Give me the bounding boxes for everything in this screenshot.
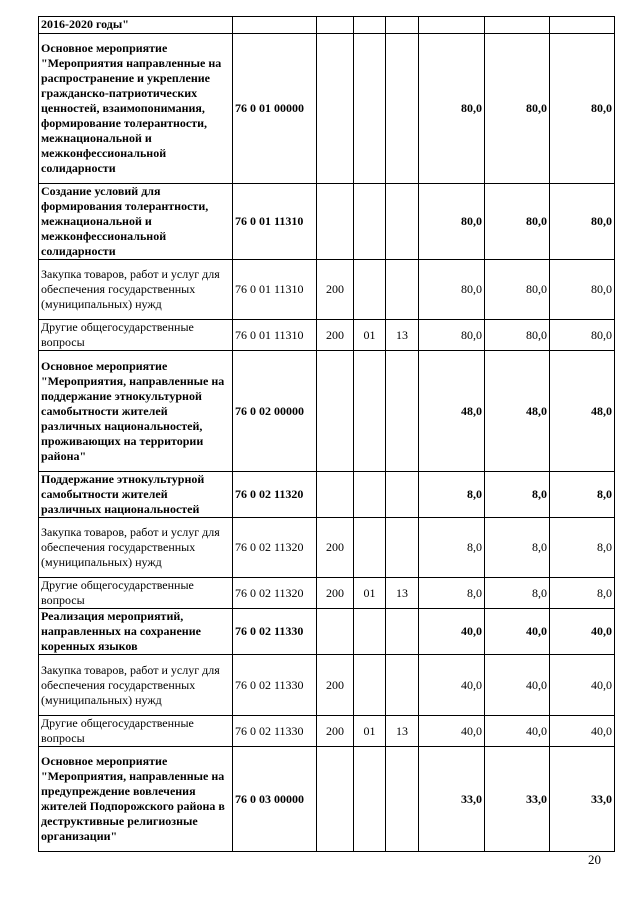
row-name-cell: 2016-2020 годы" xyxy=(39,17,233,34)
row-name-cell: Основное мероприятие "Мероприятия направленные на распространение и укрепление гражданско-патриотических ценностей, взаимопонимания, формирование толерантности, межнациональной и межконфессиональной солидарности xyxy=(39,34,233,184)
row-name-cell: Закупка товаров, работ и услуг для обеспечения государственных (муниципальных) нужд xyxy=(39,518,233,578)
row-name-cell: Создание условий для формирования толерантности, межнациональной и межконфессиональной солидарности xyxy=(39,184,233,260)
row-vr-cell: 200 xyxy=(317,320,354,351)
row-value-3-cell: 40,0 xyxy=(550,716,615,747)
row-code-cell: 76 0 01 11310 xyxy=(233,320,317,351)
row-value-1-cell: 8,0 xyxy=(419,578,485,609)
row-value-3-cell: 33,0 xyxy=(550,747,615,852)
row-rz-cell xyxy=(354,472,386,518)
row-value-1-cell: 8,0 xyxy=(419,472,485,518)
row-pr-cell xyxy=(386,351,419,472)
table-row xyxy=(39,747,615,852)
row-pr-cell xyxy=(386,655,419,716)
row-rz-cell xyxy=(354,17,386,34)
row-rz-cell xyxy=(354,260,386,320)
row-rz-cell xyxy=(354,609,386,655)
row-name-cell: Реализация мероприятий, направленных на сохранение коренных языков xyxy=(39,609,233,655)
row-vr-cell xyxy=(317,351,354,472)
table-row xyxy=(39,184,615,260)
table-row xyxy=(39,472,615,518)
row-value-2-cell: 40,0 xyxy=(485,655,550,716)
row-name-cell: Другие общегосударственные вопросы xyxy=(39,320,233,351)
table-row xyxy=(39,320,615,351)
row-name-cell: Основное мероприятие "Мероприятия, направленные на предупреждение вовлечения жителей Подпорожского района в деструктивные религиозные организации" xyxy=(39,747,233,852)
row-rz-cell: 01 xyxy=(354,578,386,609)
row-rz-cell xyxy=(354,34,386,184)
row-vr-cell xyxy=(317,472,354,518)
row-pr-cell xyxy=(386,34,419,184)
row-pr-cell: 13 xyxy=(386,716,419,747)
row-code-cell: 76 0 02 11330 xyxy=(233,609,317,655)
row-vr-cell: 200 xyxy=(317,716,354,747)
row-value-2-cell: 8,0 xyxy=(485,518,550,578)
row-value-3-cell: 8,0 xyxy=(550,578,615,609)
row-code-cell: 76 0 03 00000 xyxy=(233,747,317,852)
row-rz-cell xyxy=(354,655,386,716)
row-pr-cell: 13 xyxy=(386,578,419,609)
row-pr-cell xyxy=(386,260,419,320)
row-rz-cell xyxy=(354,184,386,260)
row-value-1-cell: 8,0 xyxy=(419,518,485,578)
row-value-3-cell: 8,0 xyxy=(550,472,615,518)
row-value-2-cell: 8,0 xyxy=(485,472,550,518)
row-vr-cell: 200 xyxy=(317,260,354,320)
row-value-1-cell: 48,0 xyxy=(419,351,485,472)
row-value-2-cell: 80,0 xyxy=(485,184,550,260)
row-value-3-cell: 80,0 xyxy=(550,260,615,320)
row-vr-cell xyxy=(317,34,354,184)
table-row xyxy=(39,609,615,655)
row-rz-cell: 01 xyxy=(354,320,386,351)
row-value-2-cell: 33,0 xyxy=(485,747,550,852)
row-value-2-cell: 40,0 xyxy=(485,716,550,747)
row-value-2-cell: 48,0 xyxy=(485,351,550,472)
table-row xyxy=(39,351,615,472)
row-value-3-cell: 80,0 xyxy=(550,184,615,260)
row-code-cell xyxy=(233,17,317,34)
row-vr-cell xyxy=(317,609,354,655)
table-row xyxy=(39,716,615,747)
row-value-2-cell: 8,0 xyxy=(485,578,550,609)
row-value-2-cell xyxy=(485,17,550,34)
row-value-1-cell: 80,0 xyxy=(419,184,485,260)
table-row xyxy=(39,655,615,716)
row-value-3-cell: 40,0 xyxy=(550,609,615,655)
budget-table xyxy=(38,16,615,852)
row-vr-cell xyxy=(317,747,354,852)
row-value-2-cell: 80,0 xyxy=(485,260,550,320)
row-pr-cell xyxy=(386,184,419,260)
row-value-1-cell: 40,0 xyxy=(419,716,485,747)
row-vr-cell xyxy=(317,184,354,260)
row-value-1-cell: 80,0 xyxy=(419,260,485,320)
row-code-cell: 76 0 02 00000 xyxy=(233,351,317,472)
row-code-cell: 76 0 01 11310 xyxy=(233,184,317,260)
row-pr-cell xyxy=(386,747,419,852)
row-value-3-cell: 48,0 xyxy=(550,351,615,472)
row-value-2-cell: 80,0 xyxy=(485,34,550,184)
row-vr-cell: 200 xyxy=(317,518,354,578)
row-value-3-cell: 40,0 xyxy=(550,655,615,716)
row-rz-cell xyxy=(354,518,386,578)
row-name-cell: Другие общегосударственные вопросы xyxy=(39,578,233,609)
row-code-cell: 76 0 02 11320 xyxy=(233,578,317,609)
row-pr-cell xyxy=(386,518,419,578)
row-value-1-cell xyxy=(419,17,485,34)
row-code-cell: 76 0 02 11320 xyxy=(233,472,317,518)
row-pr-cell xyxy=(386,609,419,655)
row-rz-cell: 01 xyxy=(354,716,386,747)
row-value-3-cell xyxy=(550,17,615,34)
row-code-cell: 76 0 02 11330 xyxy=(233,655,317,716)
page-number: 20 xyxy=(588,852,601,867)
row-value-3-cell: 8,0 xyxy=(550,518,615,578)
row-value-3-cell: 80,0 xyxy=(550,320,615,351)
row-value-2-cell: 40,0 xyxy=(485,609,550,655)
row-pr-cell xyxy=(386,472,419,518)
row-value-1-cell: 33,0 xyxy=(419,747,485,852)
row-code-cell: 76 0 01 11310 xyxy=(233,260,317,320)
row-name-cell: Поддержание этнокультурной самобытности жителей различных национальностей xyxy=(39,472,233,518)
table-row xyxy=(39,34,615,184)
row-name-cell: Закупка товаров, работ и услуг для обеспечения государственных (муниципальных) нужд xyxy=(39,655,233,716)
row-code-cell: 76 0 01 00000 xyxy=(233,34,317,184)
table-row xyxy=(39,260,615,320)
table-row xyxy=(39,17,615,34)
row-value-1-cell: 80,0 xyxy=(419,320,485,351)
row-code-cell: 76 0 02 11320 xyxy=(233,518,317,578)
row-value-1-cell: 80,0 xyxy=(419,34,485,184)
row-name-cell: Основное мероприятие "Мероприятия, направленные на поддержание этнокультурной самобытности жителей различных национальностей, проживающих на территории района" xyxy=(39,351,233,472)
row-value-1-cell: 40,0 xyxy=(419,609,485,655)
row-pr-cell: 13 xyxy=(386,320,419,351)
row-value-1-cell: 40,0 xyxy=(419,655,485,716)
row-value-3-cell: 80,0 xyxy=(550,34,615,184)
row-vr-cell xyxy=(317,17,354,34)
row-name-cell: Закупка товаров, работ и услуг для обеспечения государственных (муниципальных) нужд xyxy=(39,260,233,320)
row-rz-cell xyxy=(354,351,386,472)
row-code-cell: 76 0 02 11330 xyxy=(233,716,317,747)
row-rz-cell xyxy=(354,747,386,852)
row-pr-cell xyxy=(386,17,419,34)
row-value-2-cell: 80,0 xyxy=(485,320,550,351)
row-vr-cell: 200 xyxy=(317,578,354,609)
table-row xyxy=(39,518,615,578)
row-vr-cell: 200 xyxy=(317,655,354,716)
table-row xyxy=(39,578,615,609)
row-name-cell: Другие общегосударственные вопросы xyxy=(39,716,233,747)
